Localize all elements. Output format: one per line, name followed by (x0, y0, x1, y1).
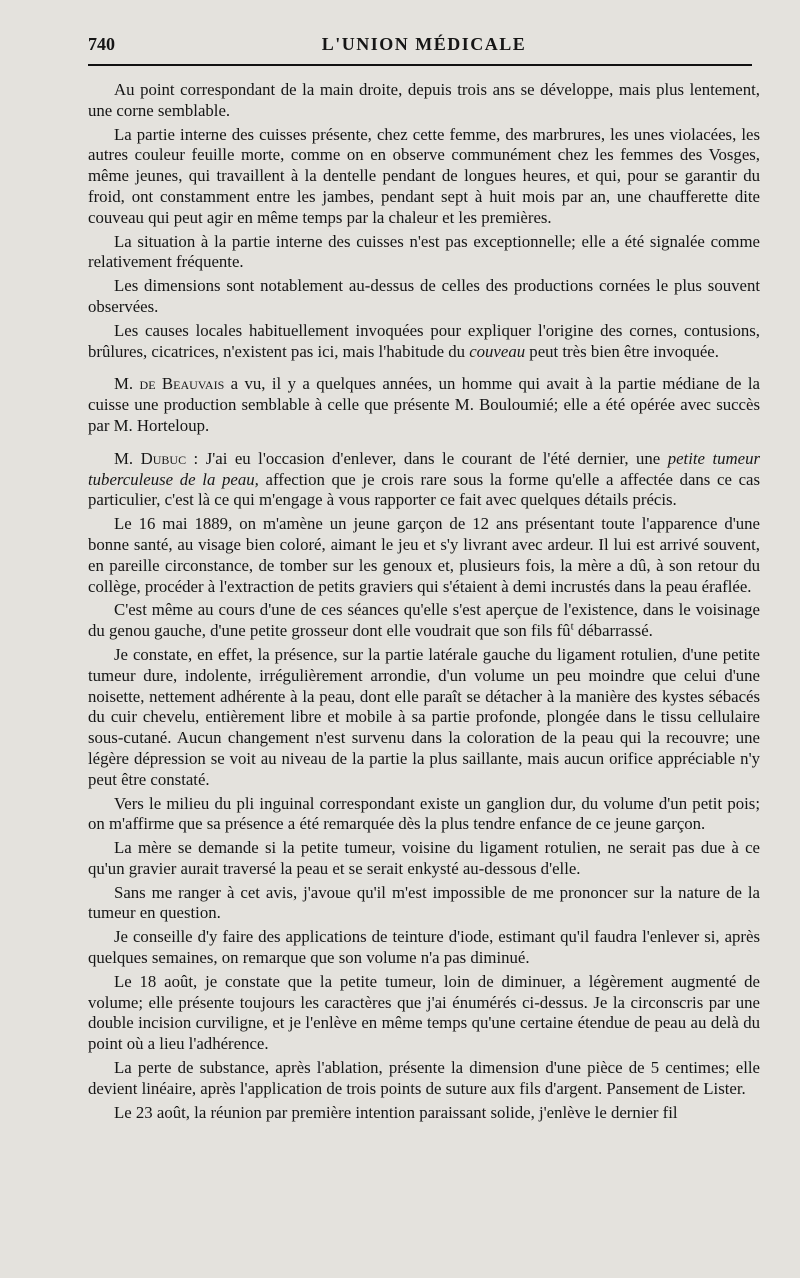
running-head (88, 34, 760, 60)
text-run: débarrassé. (573, 621, 653, 641)
emphasis: couveau (469, 341, 526, 361)
text-run: : J'ai eu l'occasion d'enlever, dans le courant de l'été dernier, une (186, 448, 668, 468)
paragraph: Je conseille d'y faire des applications de teinture d'iode, estimant qu'il faudra l'enlever si, après quelques semaines, on remarque que son volume n'a pas diminué. (88, 927, 760, 968)
emphasis: petite tumeur tuberculeuse de la peau, (88, 448, 761, 489)
speaker-prefix: M. (114, 374, 140, 394)
paragraph: Je constate, en effet, la présence, sur la partie latérale gauche du ligament rotulien, d'une petite tumeur dure, indolente, irrégulièrement arrondie, d'un volume un peu moindre que celui d'une noisette, nettement adhérente à la peau, dont elle paraît se détacher à la manière des kystes sébacés du cuir chevelu, entièrement libre et mobile à sa partie profonde, plongée dans le tissu cellulaire sous-cutané. Aucun changement n'est survenu dans la coloration de la peau qui la recouvre; une légère dépression se voit au niveau de la partie la plus saillante, mais aucun orifice appréciable n'y peut être constaté. (88, 644, 760, 789)
paragraph: Le 18 août, je constate que la petite tumeur, loin de diminuer, a légèrement augmenté de volume; elle présente toujours les caractères que j'ai énumérés ci-dessus. Je la circonscris par une double incision curviligne, et je l'enlève en même temps qu'une certaine étendue de peau au delà du point où a lieu l'adhérence. (88, 971, 760, 1054)
speaker-name: de Beauvais (139, 374, 225, 394)
paragraph: Le 16 mai 1889, on m'amène un jeune garçon de 12 ans présentant toute l'apparence d'une bonne santé, au visage bien coloré, aimant le jeu et s'y livrant avec ardeur. Il lui est arrivé souvent, en pareille circonstance, de tomber sur les genoux et, plusieurs fois, la mère a dû, à son retour du collège, procéder à l'extraction de petits graviers qui s'étaient à demi incrustés dans la peau éraflée. (88, 514, 760, 596)
journal-title: L'UNION MÉDICALE (321, 34, 527, 54)
paragraph: La perte de substance, après l'ablation, présente la dimension d'une pièce de 5 centimes; elle devient linéaire, après l'application de trois points de suture aux fils d'argent. Pansement de Lister. (88, 1058, 760, 1098)
text-run: a vu, il y a quelques années, un homme qui avait à la partie médiane de la cuisse une production semblable à celle que présente M. Bouloumié; elle a été opérée avec succès par M. Horteloup. (88, 374, 760, 435)
body-text (88, 80, 760, 1126)
text-run: C'est même au cours d'une de ces séances qu'elle s'est aperçue de l'existence, dans le voisinage du genou gauche, d'une petite grosseur dont elle voudrait que son fils fû (88, 600, 760, 641)
paragraph (88, 374, 760, 436)
paragraph: Sans me ranger à cet avis, j'avoue qu'il m'est impossible de me prononcer sur la nature de la tumeur en question. (88, 882, 760, 923)
paragraph (88, 449, 760, 511)
text-run: affection que je crois rare sous la forme qu'elle a affectée dans ce cas particulier, c'est là ce qui m'engage à vous rapporter ce fait avec quelques détails précis. (88, 469, 761, 510)
paragraph: Le 23 août, la réunion par première intention paraissant solide, j'enlève le dernier fil (114, 1102, 678, 1122)
speaker-name: Dubuc (140, 448, 187, 468)
paragraph (88, 600, 760, 642)
text-run: Les causes locales habituellement invoquées pour expliquer l'origine des cornes, contusions, brûlures, cicatrices, n'existent pas ici, mais l'habitude du (88, 320, 760, 361)
superscript: t (570, 620, 574, 633)
paragraph: La mère se demande si la petite tumeur, voisine du ligament rotulien, ne serait pas due à ce qu'un gravier aurait traversé la peau et se serait enkysté au-dessous d'elle. (88, 838, 760, 878)
paragraph: La partie interne des cuisses présente, chez cette femme, des marbrures, les unes violacées, les autres couleur feuille morte, comme on en observe communément chez les femmes des Vosges, même jeunes, qui travaillent à la dentelle pendant de longues heures, et qui, pour se garantir du froid, ont constamment entre les jambes, pendant sept à huit mois par an, une chaufferette dite couveau qui peut agir en même temps par la chaleur et les premières. (88, 124, 760, 227)
page-number: 740 (88, 34, 115, 54)
paragraph: Au point correspondant de la main droite, depuis trois ans se développe, mais plus lentement, une corne semblable. (88, 80, 760, 120)
header-rule (88, 64, 752, 66)
speaker-prefix: M. (114, 448, 141, 468)
paragraph (88, 321, 760, 363)
text-run: peut très bien être invoquée. (525, 341, 719, 361)
paragraph: La situation à la partie interne des cuisses n'est pas exceptionnelle; elle a été signalée comme relativement fréquente. (88, 231, 760, 272)
paragraph: Les dimensions sont notablement au-dessus de celles des productions cornées le plus souvent observées. (88, 276, 760, 316)
paragraph: Vers le milieu du pli inguinal correspondant existe un ganglion dur, du volume d'un petit pois; on m'affirme que sa présence a été remarquée dès la plus tendre enfance de ce jeune garçon. (88, 793, 760, 834)
